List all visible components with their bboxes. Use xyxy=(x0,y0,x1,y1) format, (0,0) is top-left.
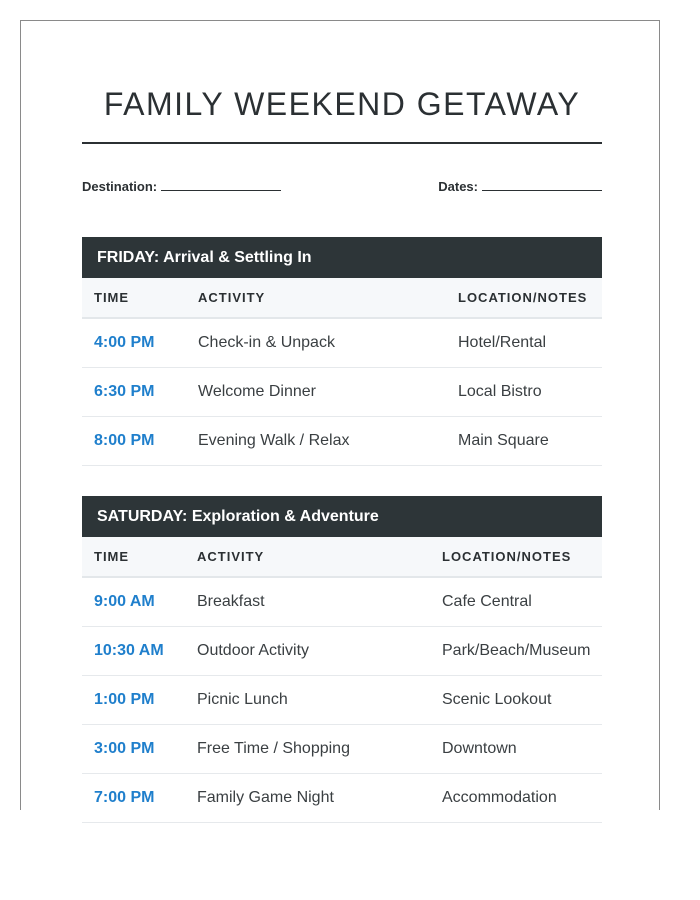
schedule-table xyxy=(82,278,602,466)
location-cell: Scenic Lookout xyxy=(430,676,602,725)
document-page xyxy=(20,20,660,810)
activity-cell: Evening Walk / Relax xyxy=(186,417,446,466)
title-divider xyxy=(82,142,602,144)
column-header-row xyxy=(82,278,602,318)
day-section-friday xyxy=(82,237,602,466)
dates-field[interactable] xyxy=(438,178,602,196)
column-header-time: TIME xyxy=(82,537,185,577)
location-cell: Main Square xyxy=(446,417,602,466)
location-cell: Park/Beach/Museum xyxy=(430,627,602,676)
activity-cell: Free Time / Shopping xyxy=(185,725,430,774)
time-cell: 8:00 PM xyxy=(82,417,186,466)
location-cell: Local Bistro xyxy=(446,368,602,417)
location-cell: Downtown xyxy=(430,725,602,774)
activity-cell: Picnic Lunch xyxy=(185,676,430,725)
column-header-activity: ACTIVITY xyxy=(186,278,446,318)
time-cell: 4:00 PM xyxy=(82,318,186,368)
day-section-saturday xyxy=(82,496,602,823)
table-row xyxy=(82,627,602,676)
location-cell: Accommodation xyxy=(430,774,602,823)
dates-label: Dates: xyxy=(438,179,478,194)
table-row xyxy=(82,318,602,368)
table-row xyxy=(82,368,602,417)
table-row xyxy=(82,725,602,774)
time-cell: 6:30 PM xyxy=(82,368,186,417)
column-header-time: TIME xyxy=(82,278,186,318)
table-row xyxy=(82,676,602,725)
time-cell: 9:00 AM xyxy=(82,577,185,627)
table-row xyxy=(82,417,602,466)
activity-cell: Breakfast xyxy=(185,577,430,627)
destination-field[interactable] xyxy=(82,178,281,196)
time-cell: 7:00 PM xyxy=(82,774,185,823)
column-header-location: LOCATION/NOTES xyxy=(430,537,602,577)
location-cell: Cafe Central xyxy=(430,577,602,627)
day-header: FRIDAY: Arrival & Settling In xyxy=(82,237,602,278)
activity-cell: Welcome Dinner xyxy=(186,368,446,417)
location-cell: Hotel/Rental xyxy=(446,318,602,368)
time-cell: 3:00 PM xyxy=(82,725,185,774)
table-row xyxy=(82,774,602,823)
page-title: FAMILY WEEKEND GETAWAY xyxy=(103,86,581,122)
activity-cell: Check-in & Unpack xyxy=(186,318,446,368)
destination-label: Destination: xyxy=(82,179,158,194)
table-row xyxy=(82,577,602,627)
dates-blank-line[interactable] xyxy=(482,178,602,191)
column-header-row xyxy=(82,537,602,577)
day-header: SATURDAY: Exploration & Adventure xyxy=(82,496,602,537)
time-cell: 1:00 PM xyxy=(82,676,185,725)
time-cell: 10:30 AM xyxy=(82,627,185,676)
trip-meta xyxy=(82,178,602,196)
destination-blank-line[interactable] xyxy=(161,178,281,191)
activity-cell: Family Game Night xyxy=(185,774,430,823)
column-header-activity: ACTIVITY xyxy=(185,537,430,577)
document-content xyxy=(82,21,602,823)
activity-cell: Outdoor Activity xyxy=(185,627,430,676)
column-header-location: LOCATION/NOTES xyxy=(446,278,602,318)
schedule-table xyxy=(82,537,602,823)
